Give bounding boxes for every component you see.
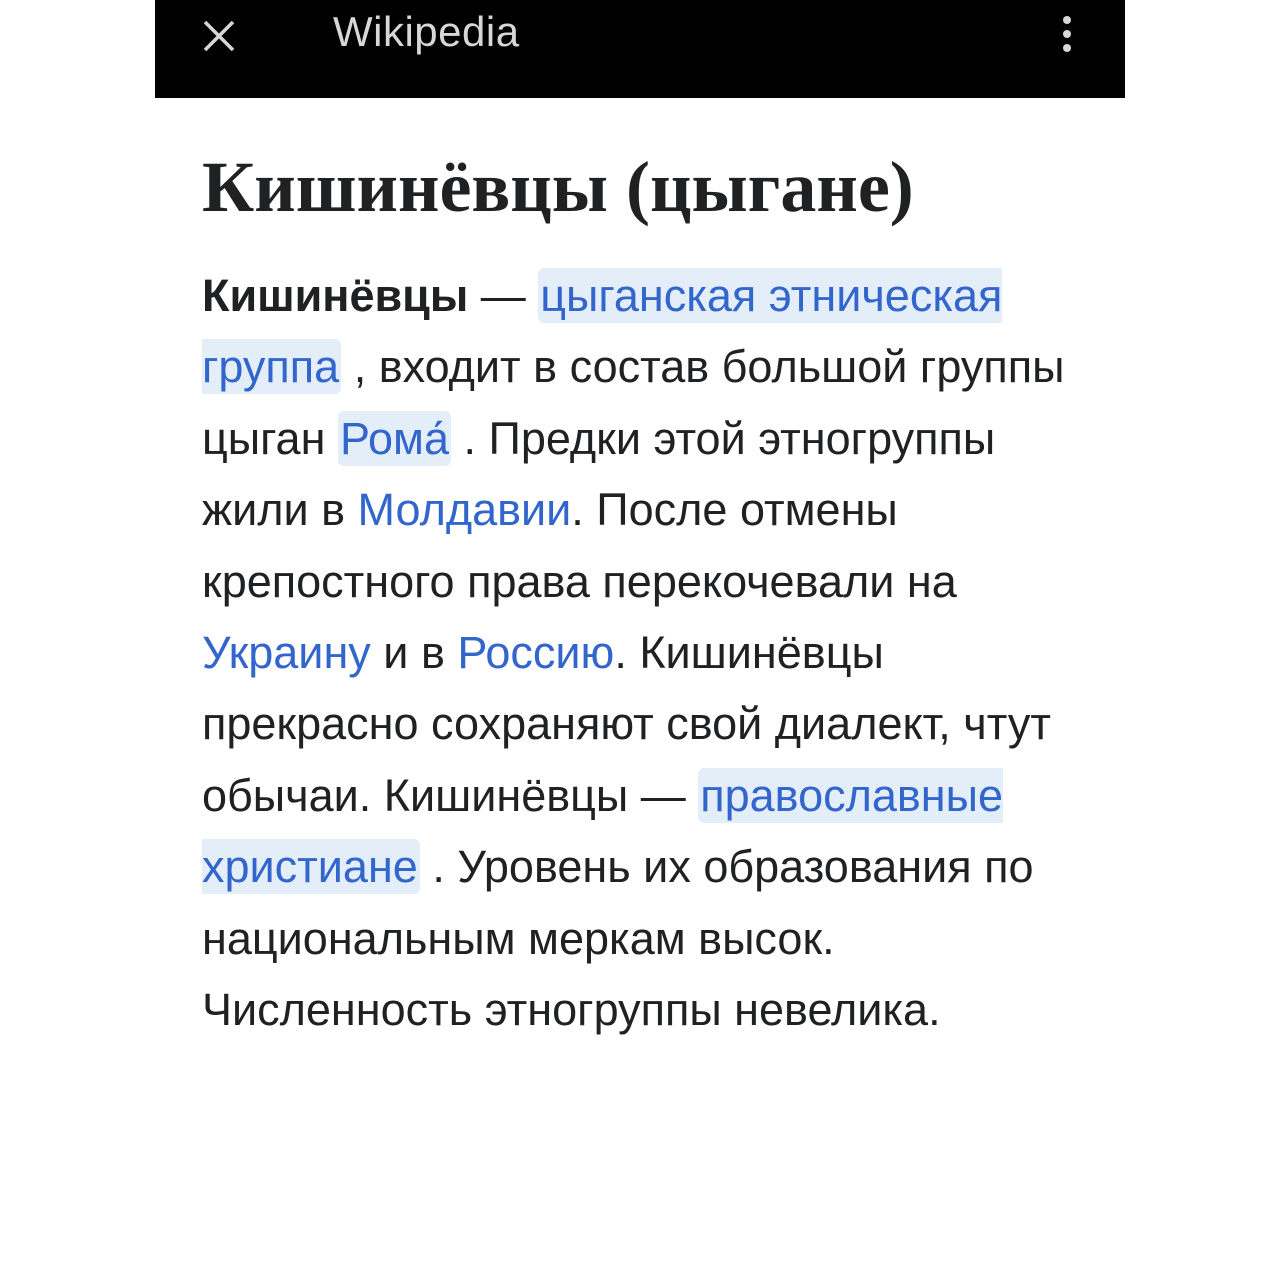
article-text: . Предки этой этногруппы жили в [202,412,996,536]
close-icon [195,8,245,58]
article-text: — [468,270,539,321]
article-link[interactable]: православные христиане [202,769,1004,893]
article-link[interactable]: Молдавии [357,484,572,536]
toolbar-title: Wikipedia [333,8,520,55]
more-vertical-icon [1053,8,1081,56]
more-menu-button[interactable] [1053,8,1081,56]
article-text: . Уровень их образования по национальным меркам высок. Численность этногруппы невелика. [202,841,1034,1036]
page-title: Кишинёвцы (цыгане) [202,147,914,227]
article-text: . После отмены крепостного права перекочевали на [202,484,957,607]
article-text: , входит в состав большой группы цыган [202,341,1065,464]
article-content [202,98,1092,1045]
article-link[interactable]: Россию [457,627,615,679]
app-screen [155,0,1125,1280]
article-subject: Кишинёвцы [202,270,469,321]
article-link[interactable]: цыганская этническая группа [202,270,1003,393]
toolbar [155,0,1125,98]
article-text: . Кишинёвцы прекрасно сохраняют свой диалект, чтут обычаи. Кишинёвцы — [202,627,1051,821]
article-link[interactable]: Рома́ [339,412,449,464]
article-paragraph [202,260,1092,1045]
article-text: и в [370,627,458,679]
article-link[interactable]: Украину [202,627,371,679]
close-button[interactable] [195,8,245,58]
